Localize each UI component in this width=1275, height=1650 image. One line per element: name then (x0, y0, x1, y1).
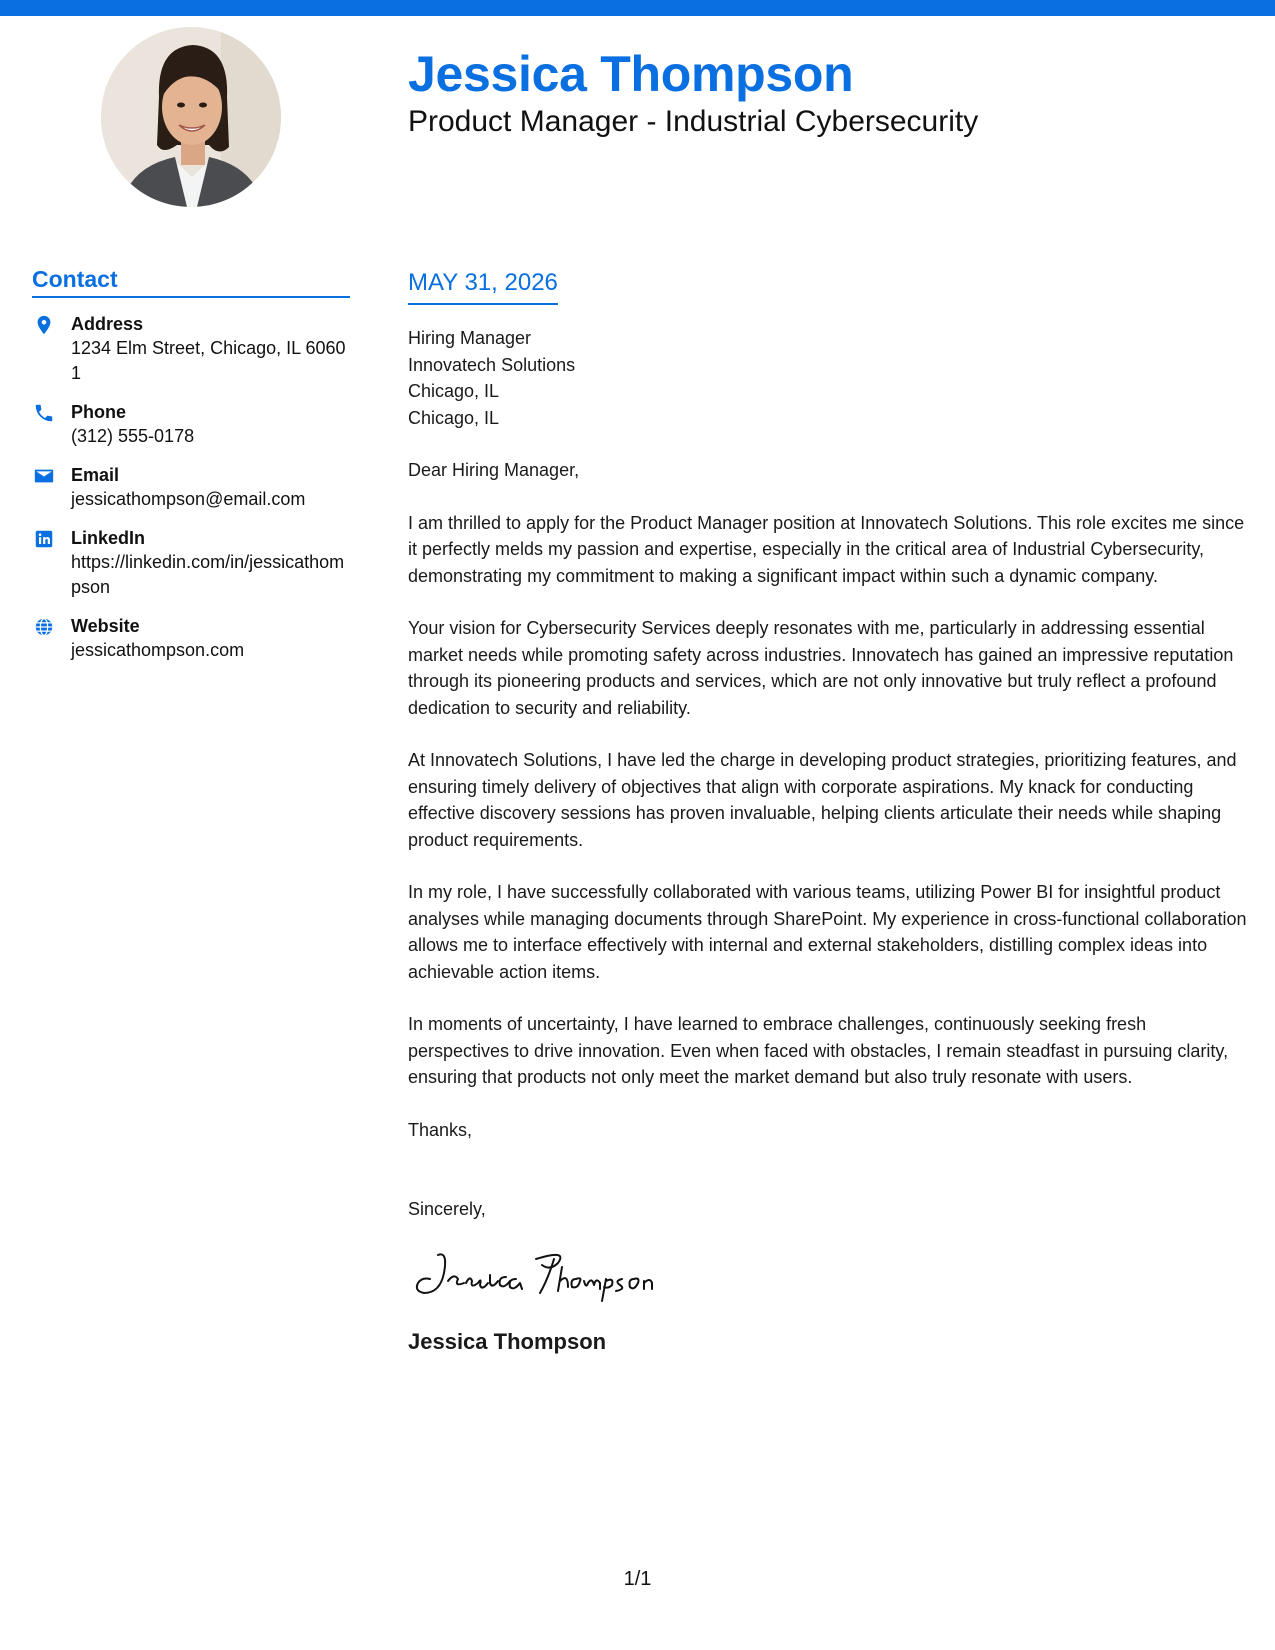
applicant-name: Jessica Thompson (408, 46, 854, 102)
phone-icon (33, 402, 55, 424)
recipient-block (408, 325, 1248, 431)
linkedin-icon (33, 528, 55, 550)
recipient-line: Innovatech Solutions (408, 354, 576, 375)
closing-sincerely: Sincerely, (408, 1199, 486, 1219)
page-number: 1/1 (623, 1568, 652, 1590)
letter-body (408, 264, 1248, 1357)
envelope-icon (33, 465, 55, 487)
contact-item-linkedin (32, 526, 350, 600)
linkedin-value[interactable]: https://linkedin.com/in/jessicathompson (71, 552, 345, 597)
contact-list (32, 312, 350, 663)
profile-photo (101, 27, 281, 207)
recipient-line: Chicago, IL (408, 381, 500, 401)
contact-item-email (32, 463, 350, 512)
contact-label: Email (71, 465, 120, 485)
contact-item-address (32, 312, 350, 386)
handwritten-signature (408, 1243, 688, 1303)
letter-paragraph: In my role, I have successfully collaborated with various teams, utilizing Power BI for insightful product analyses while managing documents through SharePoint. My experience in cross-functional collaboration allows me to interface effectively with internal and external stakeholders, distilling complex ideas into achievable action items. (408, 882, 1247, 982)
contact-label: Website (71, 616, 140, 636)
contact-item-phone (32, 400, 350, 449)
contact-sidebar (32, 264, 350, 677)
closing-thanks: Thanks, (408, 1119, 473, 1140)
recipient-line: Hiring Manager (408, 328, 532, 348)
phone-value: (312) 555-0178 (71, 426, 195, 446)
contact-label: Phone (71, 402, 127, 422)
signer-name: Jessica Thompson (408, 1328, 607, 1354)
letter-date: MAY 31, 2026 (408, 268, 558, 305)
contact-label: Address (71, 314, 144, 334)
contact-item-website (32, 614, 350, 663)
letter-paragraph: Your vision for Cybersecurity Services deeply resonates with me, particularly in addressing essential market needs while promoting safety across industries. Innovatech has gained an impressive reputation through its pioneering products and services, which are not only innovative but truly reflect a profound dedication to security and reliability. (408, 618, 1234, 718)
email-value[interactable]: jessicathompson@email.com (71, 489, 306, 509)
address-value: 1234 Elm Street, Chicago, IL 60601 (71, 338, 346, 383)
website-value[interactable]: jessicathompson.com (71, 640, 245, 660)
letter-paragraph: In moments of uncertainty, I have learned to embrace challenges, continuously seeking fresh perspectives to drive innovation. Even when faced with obstacles, I remain steadfast in pursuing clarity, ensuring that products not only meet the market demand but also truly resonate with users. (408, 1014, 1229, 1087)
applicant-title: Product Manager - Industrial Cybersecurity (408, 105, 979, 138)
recipient-line: Chicago, IL (408, 407, 500, 428)
contact-label: LinkedIn (71, 528, 146, 548)
map-pin-icon (33, 314, 55, 336)
top-accent-bar (0, 0, 1275, 16)
letter-paragraph: I am thrilled to apply for the Product Manager position at Innovatech Solutions. This role excites me since it perfectly melds my passion and expertise, especially in the critical area of Industrial Cybersecurity, demonstrating my commitment to making a significant impact within such a dynamic company. (408, 512, 1245, 586)
letter-paragraph: At Innovatech Solutions, I have led the charge in developing product strategies, prioritizing features, and ensuring timely delivery of objectives that align with corporate aspirations. My knack for conducting effective discovery sessions has proven invaluable, helping clients articulate their needs while shaping product requirements. (408, 750, 1237, 850)
salutation: Dear Hiring Manager, (408, 460, 580, 480)
globe-icon (33, 616, 55, 638)
contact-heading: Contact (32, 264, 350, 298)
